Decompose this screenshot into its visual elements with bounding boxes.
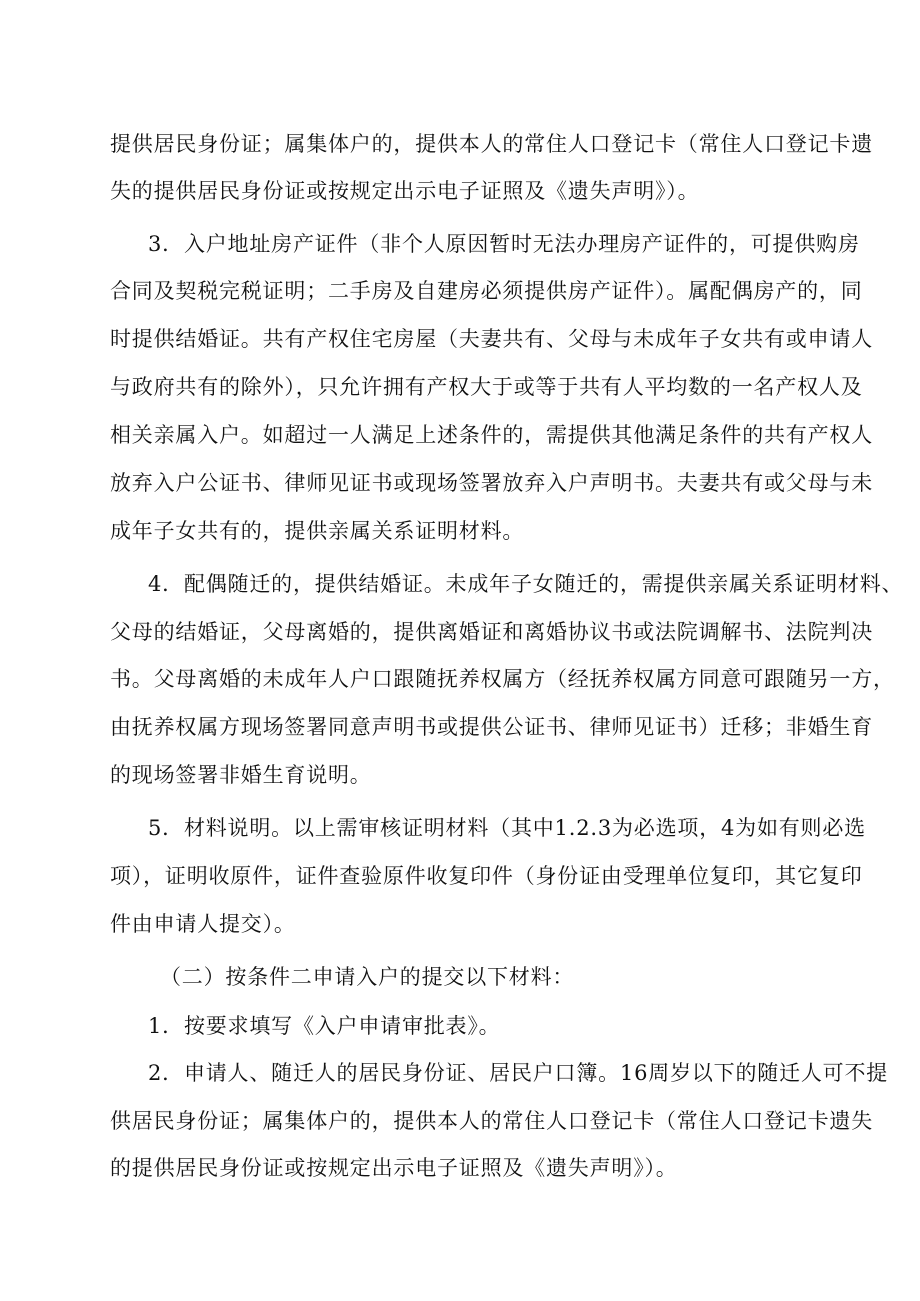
text-line: 放弃入户公证书、律师见证书或现场签署放弃入户声明书。夫妻共有或父母与未 bbox=[110, 471, 873, 495]
text-line: 提供居民身份证；属集体户的，提供本人的常住人口登记卡（常住人口登记卡遗 bbox=[110, 132, 873, 156]
text-line: 的现场签署非婚生育说明。 bbox=[110, 763, 372, 787]
text-line: 书。父母离婚的未成年人户口跟随抚养权属方（经抚养权属方同意可跟随另一方， bbox=[110, 667, 895, 691]
text-line: 项），证明收原件，证件查验原件收复印件（身份证由受理单位复印，其它复印 bbox=[110, 864, 863, 888]
paragraph-3-start: 3．入户地址房产证件（非个人原因暂时无法办理房产证件的，可提供购房 bbox=[148, 232, 860, 256]
paragraph-4-start: 4．配偶随迁的，提供结婚证。未成年子女随迁的，需提供亲属关系证明材料、 bbox=[148, 572, 904, 596]
text-line: 件由申请人提交）。 bbox=[110, 912, 296, 936]
text-line: 成年子女共有的，提供亲属关系证明材料。 bbox=[110, 519, 525, 543]
text-line: 父母的结婚证，父母离婚的，提供离婚证和离婚协议书或法院调解书、法院判决 bbox=[110, 620, 873, 644]
paragraph-5-start: 5．材料说明。以上需审核证明材料（其中1.2.3为必选项，4为如有则必选 bbox=[148, 816, 866, 840]
text-line: 合同及契税完税证明；二手房及自建房必须提供房产证件）。属配偶房产的，同 bbox=[110, 279, 863, 303]
text-line: 失的提供居民身份证或按规定出示电子证照及《遗失声明》）。 bbox=[110, 179, 700, 203]
text-line: 由抚养权属方现场签署同意声明书或提供公证书、律师见证书）迁移；非婚生育 bbox=[110, 715, 873, 739]
text-line: 时提供结婚证。共有产权住宅房屋（夫妻共有、父母与未成年子女共有或申请人 bbox=[110, 327, 873, 351]
text-line: 的提供居民身份证或按规定出示电子证照及《遗失声明》）。 bbox=[110, 1156, 678, 1180]
text-line: 供居民身份证；属集体户的，提供本人的常住人口登记卡（常住人口登记卡遗失 bbox=[110, 1109, 873, 1133]
item-2-start: 2．申请人、随迁人的居民身份证、居民户口簿。16周岁以下的随迁人可不提 bbox=[148, 1061, 889, 1085]
text-line: 与政府共有的除外），只允许拥有产权大于或等于共有人平均数的一名产权人及 bbox=[110, 375, 863, 399]
text-line: 相关亲属入户。如超过一人满足上述条件的，需提供其他满足条件的共有产权人 bbox=[110, 423, 873, 447]
item-1: 1．按要求填写《入户申请审批表》。 bbox=[148, 1014, 501, 1038]
section-heading: （二）按条件二申请入户的提交以下材料： bbox=[160, 965, 575, 989]
